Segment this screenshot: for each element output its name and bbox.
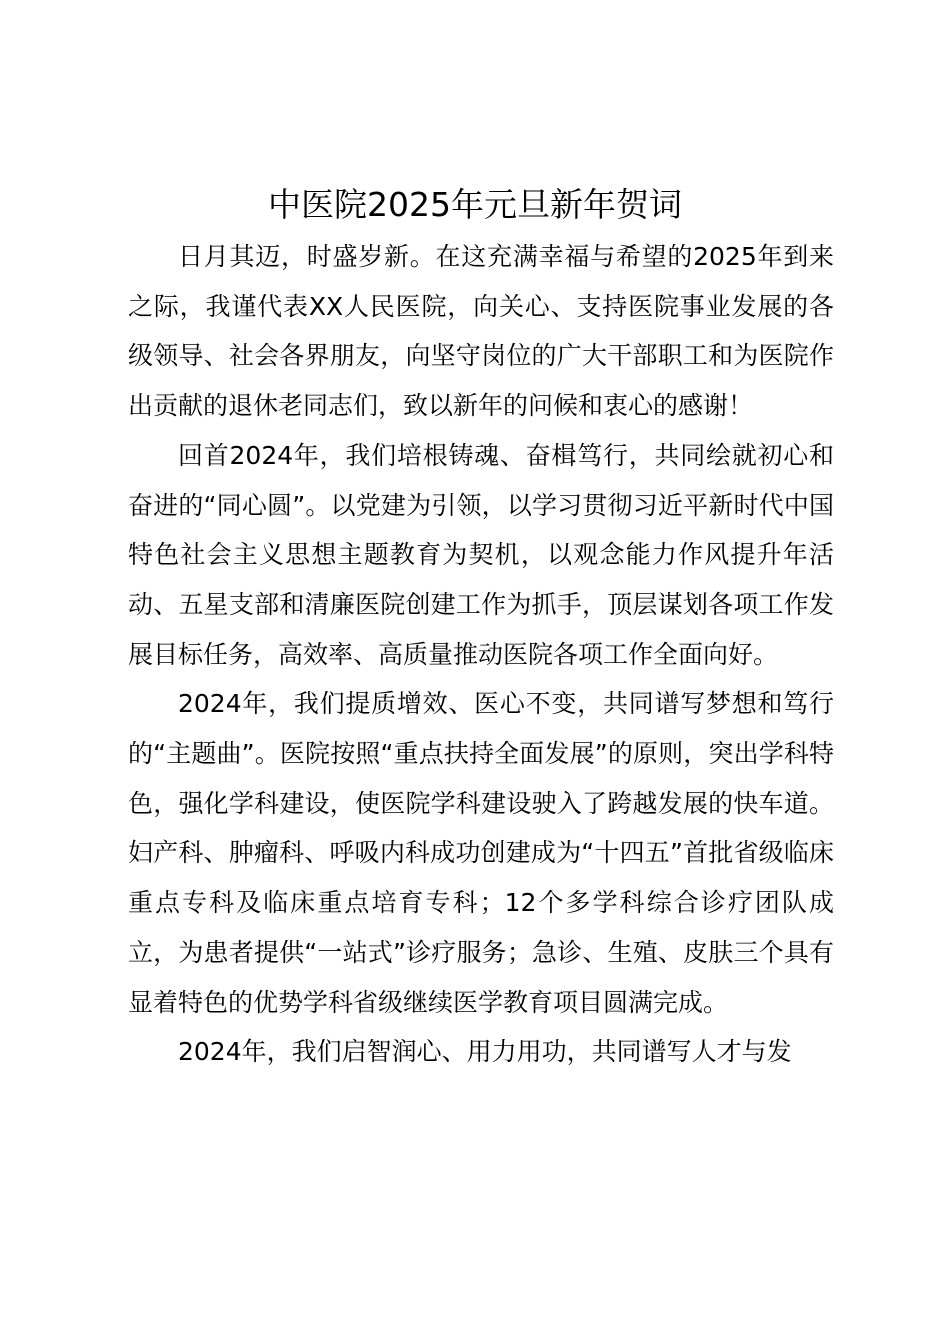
paragraph-talent-2024: 2024年，我们启智润心、用力用功，共同谱写人才与发 <box>178 1037 792 1067</box>
paragraph-greeting: 日月其迈，时盛岁新。在这充满幸福与希望的2025年到来之际，我谨代表XX人民医院，向关心、支持医院事业发展的各级领导、社会各界朋友，向坚守岗位的广大干部职工和为医院作出贡献的退休老同志们，致以新年的问候和衷心的感谢！ <box>128 242 834 421</box>
document-title: 中医院2025年元旦新年贺词 <box>268 185 682 224</box>
paragraph-review-2024: 回首2024年，我们培根铸魂、奋楫笃行，共同绘就初心和奋进的“同心圆”。以党建为引领，以学习贯彻习近平新时代中国特色社会主义思想主题教育为契机，以观念能力作风提升年活动、五星支部和清廉医院创建工作为抓手，顶层谋划各项工作发展目标任务，高效率、高质量推动医院各项工作全面向好。 <box>128 440 834 669</box>
paragraph-quality-2024: 2024年，我们提质增效、医心不变，共同谱写梦想和笃行的“主题曲”。医院按照“重点扶持全面发展”的原则，突出学科特色，强化学科建设，使医院学科建设驶入了跨越发展的快车道。妇产科、肿瘤科、呼吸内科成功创建成为“十四五”首批省级临床重点专科及临床重点培育专科；12个多学科综合诊疗团队成立，为患者提供“一站式”诊疗服务；急诊、生殖、皮肤三个具有显着特色的优势学科省级继续医学教育项目圆满完成。 <box>128 689 834 1017</box>
document-body <box>128 232 834 1077</box>
